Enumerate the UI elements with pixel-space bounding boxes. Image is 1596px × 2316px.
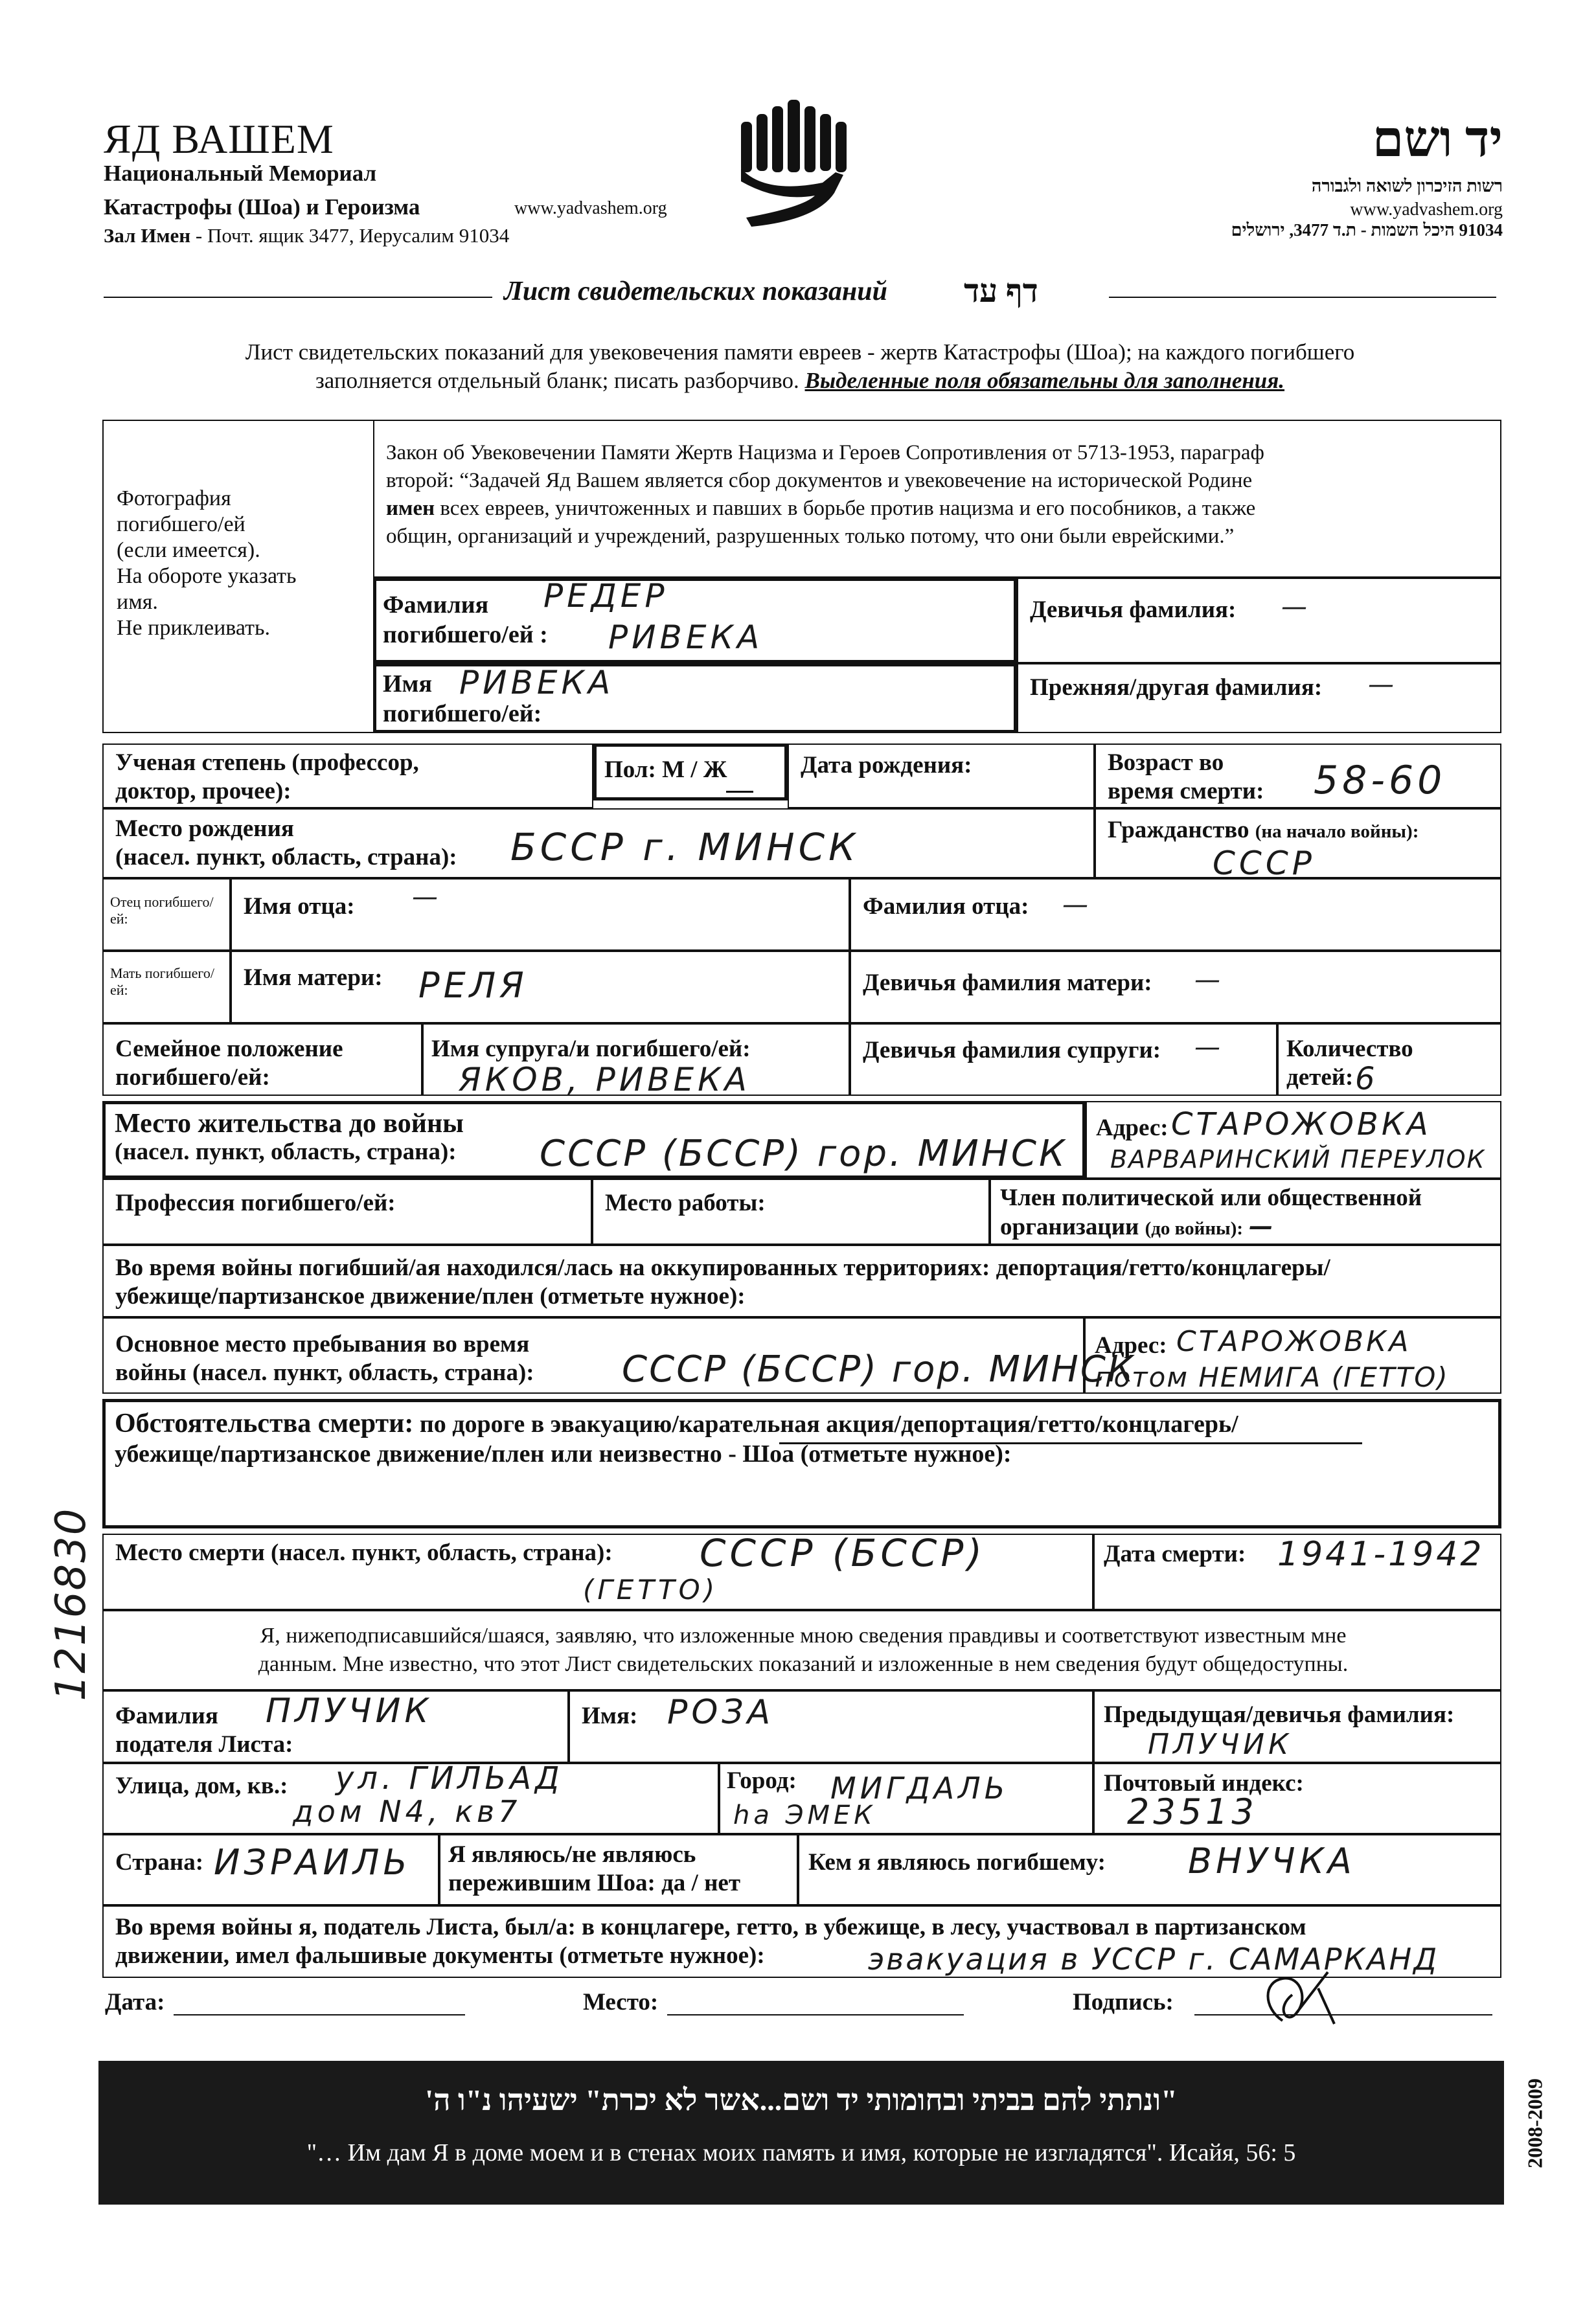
residence-address-label: Адрес: [1096, 1115, 1168, 1141]
place-input-line[interactable] [667, 2014, 964, 2015]
photo-text-5: имя. [117, 590, 158, 614]
photo-text-3: (если имеется). [117, 538, 260, 562]
citizenship-label: Гражданство (на начало войны): [1108, 817, 1419, 843]
workplace-field[interactable] [592, 1179, 990, 1245]
age-label: Возраст во время смерти: [1108, 749, 1264, 804]
father-surname-label: Фамилия отца: [863, 893, 1029, 920]
mother-name-field[interactable] [231, 951, 850, 1023]
victim-maiden-value: — [1281, 592, 1311, 622]
relation-value: ВНУЧКА [1188, 1841, 1356, 1881]
hebrew-address: 91034 היכל השמות - ת.ד 3477, ירושלים [1231, 220, 1503, 240]
submitter-city-value-2: ha ЭМЕК [733, 1800, 876, 1830]
place-label: Место: [583, 1989, 659, 2015]
birthplace-label: Место рождения (насел. пункт, область, страна): [115, 815, 457, 870]
footer-russian-quote: "… Им дам Я в доме моем и в стенах моих память и имя, которые не изгладятся". Исайя, 56: 5 [306, 2139, 1296, 2166]
victim-other-surname-value: — [1368, 670, 1398, 699]
submitter-prev-surname-field[interactable] [1093, 1690, 1501, 1763]
residence-label: Место жительства до войны (насел. пункт, область, страна): [115, 1109, 464, 1165]
handwritten-signature [1257, 1969, 1347, 2027]
relation-label: Кем я являюсь погибшему: [808, 1849, 1106, 1876]
mother-name-value: РЕЛЯ [418, 965, 528, 1006]
residence-value: СССР (БССР) гор. МИНСК [540, 1133, 1067, 1175]
father-name-label: Имя отца: [244, 893, 355, 920]
org-website: www.yadvashem.org [514, 198, 667, 218]
victim-other-surname-field[interactable] [1017, 663, 1501, 733]
submitter-zip-value: 23513 [1127, 1791, 1258, 1832]
death-place-value-2: (ГЕТТО) [583, 1574, 719, 1606]
submitter-prev-surname-label: Предыдущая/девичья фамилия: [1104, 1701, 1455, 1728]
yad-vashem-logo [738, 97, 852, 238]
law-box [373, 420, 1501, 578]
academic-title-field[interactable] [102, 744, 593, 808]
children-count-value: 6 [1355, 1061, 1379, 1097]
father-box-label: Отец погибшего/ей: [110, 894, 214, 927]
submitter-country-label: Страна: [115, 1849, 204, 1876]
relation-field[interactable] [798, 1834, 1501, 1905]
margin-reference-number: 1216830 [47, 1507, 95, 1701]
submitter-surname-value: ПЛУЧИК [266, 1692, 433, 1731]
residence-address-value-2: ВАРВАРИНСКИЙ ПЕРЕУЛОК [1110, 1145, 1486, 1174]
residence-address-value-1: СТАРОЖОВКА [1171, 1106, 1431, 1142]
victim-name-value: РИВЕКА [459, 664, 615, 701]
submitter-name-label: Имя: [582, 1703, 638, 1729]
birthplace-value: БССР г. МИНСК [510, 825, 860, 869]
title-rule-left [104, 297, 492, 298]
gender-field[interactable] [593, 744, 788, 800]
father-surname-value: — [1062, 890, 1092, 920]
victim-surname-value-2: РИВЕКА [608, 619, 764, 656]
residence-field[interactable] [102, 1101, 1086, 1179]
law-line-3 [386, 495, 1264, 523]
hebrew-subtitle: רשות הזיכרון לשואה ולגבורה [1311, 176, 1503, 196]
victim-maiden-field[interactable] [1017, 578, 1501, 663]
victim-other-surname-label: Прежняя/другая фамилия: [1030, 674, 1323, 701]
submitter-street-label: Улица, дом, кв.: [115, 1773, 288, 1799]
intro-mandatory-note: Выделенные поля обязательны для заполнения. [804, 368, 1285, 393]
law-text [386, 439, 1264, 551]
spouse-maiden-label: Девичья фамилия супруги: [863, 1037, 1161, 1063]
form-title-hebrew: דף עד [964, 273, 1038, 309]
photo-text-1: Фотография [117, 486, 231, 510]
workplace-label: Место работы: [605, 1190, 766, 1216]
death-place-field[interactable] [102, 1531, 1093, 1610]
submitter-name-field[interactable] [569, 1690, 1093, 1763]
membership-field[interactable] [990, 1179, 1501, 1245]
intro-line2-text: заполняется отдельный бланк; писать разборчиво. [315, 368, 799, 393]
submitter-country-value: ИЗРАИЛЬ [214, 1842, 411, 1883]
survivor-status-field[interactable] [439, 1834, 798, 1905]
wartime-address-value-2: потом НЕМИГА (ГЕТТО) [1095, 1361, 1449, 1393]
submitter-wartime-label: Во время войны я, податель Листа, был/а: в концлагере, гетто, в убежище, в лесу, участвовал в партизанском движении, имел фальшивые документы (отметьте нужное): [115, 1914, 1306, 1969]
submitter-wartime-value: эвакуация в УССР г. САМАРКАНД [868, 1942, 1439, 1977]
footer-banner [98, 2061, 1504, 2205]
intro-line1: Лист свидетельских показаний для увековечения памяти евреев - жертв Катастрофы (Шоа); на каждого погибшего [245, 339, 1355, 365]
circumstances-underline [779, 1442, 1362, 1444]
date-input-line[interactable] [174, 2014, 465, 2015]
org-title-ru: ЯД ВАШЕМ [104, 116, 334, 162]
submitter-city-field[interactable] [719, 1763, 1093, 1834]
wartime-status-field[interactable] [102, 1245, 1501, 1317]
spouse-name-value: ЯКОВ, РИВЕКА [459, 1061, 751, 1098]
children-count-label: Количество детей: [1286, 1036, 1413, 1091]
gender-label: Пол: М / Ж [604, 756, 727, 783]
submitter-zip-field[interactable] [1093, 1763, 1501, 1834]
date-label: Дата: [105, 1989, 165, 2015]
declaration-box [102, 1610, 1501, 1690]
org-address-line [104, 224, 509, 247]
org-subtitle-line3: Катастрофы (Шоа) и Героизма [104, 194, 420, 220]
victim-maiden-label: Девичья фамилия: [1030, 596, 1237, 623]
submitter-country-field[interactable] [102, 1834, 439, 1905]
victim-name-label: Имя погибшего/ей: [383, 670, 542, 727]
photo-text-4: На обороте указать [117, 564, 297, 588]
submitter-wartime-field[interactable] [102, 1905, 1501, 1978]
residence-address-field[interactable] [1086, 1101, 1501, 1179]
submitter-surname-field[interactable] [102, 1690, 569, 1763]
father-name-value: — [412, 882, 442, 912]
birthdate-field[interactable] [788, 744, 1095, 808]
photo-text-6: Не приклеивать. [117, 616, 270, 640]
submitter-prev-surname-value: ПЛУЧИК [1148, 1728, 1293, 1761]
signature-label: Подпись: [1073, 1989, 1174, 2015]
footer-hebrew-quote: "ונתתי להם בביתי ובחומותי יד ושם...אשר לא יכרת" ישעיהו נ"ו ה' [425, 2083, 1178, 2117]
law-line-3-rest: всех евреев, уничтоженных и павших в борьбе против нацизма и его пособников, а также [440, 497, 1256, 520]
children-count-field[interactable] [1277, 1023, 1501, 1096]
law-line-2: второй: “Задачей Яд Вашем является сбор документов и увековечение на исторической Родине [386, 469, 1253, 492]
wartime-address-label: Адрес: [1095, 1332, 1167, 1359]
mother-maiden-field[interactable] [850, 951, 1501, 1023]
victim-name-field[interactable] [373, 663, 1017, 733]
death-place-value-1: СССР (БССР) [700, 1531, 986, 1575]
survivor-status-label: Я являюсь/не являюсь пережившим Шоа: да / нет [448, 1841, 740, 1896]
footer-years: 2008-2009 [1523, 2078, 1547, 2168]
spouse-name-field[interactable] [422, 1023, 850, 1096]
profession-label: Профессия погибшего/ей: [115, 1190, 396, 1216]
victim-surname-value-1: РЕДЕР [543, 577, 668, 615]
profession-field[interactable] [102, 1179, 592, 1245]
submitter-street-value-1: ул. ГИЛЬАД [336, 1760, 564, 1797]
submitter-city-value-1: МИГДАЛЬ [830, 1771, 1009, 1806]
photo-text-2: погибшего/ей [117, 512, 245, 536]
mother-maiden-value: — [1194, 965, 1224, 995]
wartime-status-label: Во время войны погибший/ая находился/лась на оккупированных территориях: депортация/гетто/концлагеры/ убежище/партизанское движение/плен (отметьте нужное): [115, 1254, 1330, 1310]
photo-box-text [117, 486, 297, 641]
spouse-name-label: Имя супруга/и погибшего/ей: [431, 1036, 751, 1062]
hebrew-website: www.yadvashem.org [1350, 199, 1503, 220]
submitter-surname-label: Фамилия подателя Листа: [115, 1703, 293, 1758]
citizenship-field[interactable] [1095, 808, 1501, 882]
citizenship-value: СССР [1213, 845, 1316, 882]
marital-status-field[interactable] [102, 1023, 422, 1096]
law-line-1: Закон об Увековечении Памяти Жертв Нацизма и Героев Сопротивления от 5713-1953, параграф [386, 441, 1264, 464]
father-box [102, 878, 231, 951]
form-title: Лист свидетельских показаний [504, 277, 887, 306]
marital-status-label: Семейное положение погибшего/ей: [115, 1036, 343, 1091]
wartime-place-value: СССР (БССР) гор. МИНСК [622, 1348, 1135, 1391]
submitter-street-field[interactable] [102, 1760, 719, 1834]
title-rule-right [1109, 297, 1496, 298]
victim-surname-label: Фамилия погибшего/ей : [383, 591, 548, 648]
death-date-field[interactable] [1093, 1534, 1501, 1610]
mother-maiden-label: Девичья фамилия матери: [863, 970, 1152, 996]
academic-title-label: Ученая степень (профессор, доктор, прочее): [115, 749, 419, 804]
gender-mark [726, 791, 753, 793]
mother-box [102, 951, 231, 1023]
hebrew-title: יד ושם [1372, 111, 1503, 167]
wartime-address-value-1: СТАРОЖОВКА [1176, 1325, 1411, 1358]
wartime-place-label: Основное место пребывания во время войны (насел. пункт, область, страна): [115, 1331, 534, 1386]
wartime-address-field[interactable] [1084, 1317, 1501, 1394]
father-name-field[interactable] [231, 878, 850, 951]
age-at-death-field[interactable] [1095, 744, 1501, 808]
father-surname-field[interactable] [850, 878, 1501, 951]
spouse-maiden-field[interactable] [850, 1023, 1277, 1096]
death-date-label: Дата смерти: [1104, 1541, 1246, 1567]
org-subtitle-line2: Национальный Мемориал [104, 161, 377, 186]
death-place-label: Место смерти (насел. пункт, область, страна): [115, 1539, 613, 1566]
org-address: - Почт. ящик 3477, Иерусалим 91034 [195, 224, 510, 247]
submitter-name-value: РОЗА [667, 1693, 775, 1732]
submitter-zip-label: Почтовый индекс: [1104, 1770, 1304, 1797]
death-circumstances-field[interactable] [102, 1399, 1501, 1528]
declaration-text: Я, нижеподписавшийся/шаяся, заявляю, что изложенные мною сведения правдивы и соответствуют известным мне данным. Мне известно, что этот Лист свидетельских показаний и изложенные в нем сведения будут общедоступны. [258, 1624, 1349, 1676]
submitter-city-label: Город: [727, 1767, 797, 1794]
age-value: 58-60 [1314, 758, 1446, 803]
death-circumstances-text: Обстоятельства смерти: по дороге в эвакуацию/карательная акция/депортация/гетто/концлагерь/ убежище/партизанское движение/плен или неизвестно - Шоа (отметьте нужное): [115, 1409, 1238, 1468]
intro-line2 [104, 368, 1496, 394]
mother-name-label: Имя матери: [244, 964, 383, 991]
law-line-4: общин, организаций и учреждений, разрушенных только потому, что они были еврейскими.” [386, 525, 1235, 548]
spouse-maiden-value: — [1194, 1032, 1224, 1062]
victim-surname-field[interactable] [373, 578, 1017, 663]
birthdate-label: Дата рождения: [801, 752, 972, 778]
photo-box[interactable] [102, 420, 374, 733]
submitter-street-value-2: дом N4, кв7 [293, 1794, 521, 1829]
law-names-word: имен [386, 497, 435, 520]
mother-box-label: Мать погибшего/ей: [110, 965, 214, 998]
hall-names-label: Зал Имен [104, 224, 191, 247]
membership-label: Член политической или общественной организации (до войны): — [1000, 1185, 1422, 1240]
birthplace-field[interactable] [102, 808, 1095, 878]
death-date-value: 1941-1942 [1277, 1535, 1485, 1574]
